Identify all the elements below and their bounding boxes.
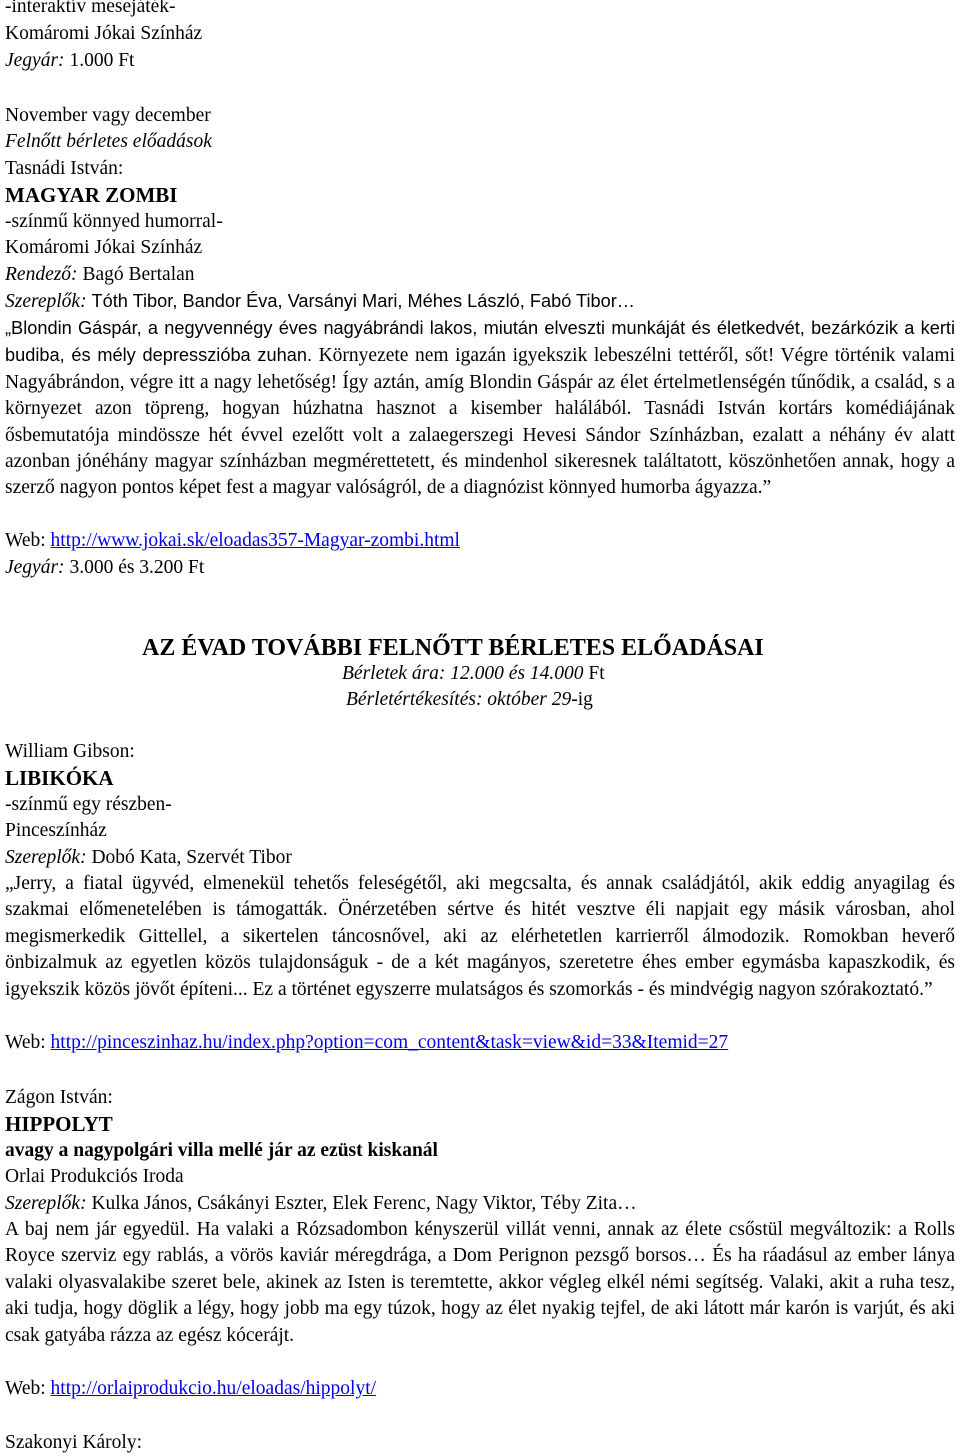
price-unit: Ft <box>583 663 605 684</box>
hippolyt-author: Zágon István: <box>5 1087 113 1108</box>
hippolyt-web-link[interactable]: http://orlaiprodukcio.hu/eloadas/hippolyt/ <box>50 1378 377 1399</box>
libikoka-description: „Jerry, a fiatal ügyvéd, elmenekül tehetős feleségétől, aki megcsalta, és annak családjától, akik eddig anyagilag és szakmai előmenetelében is támogatták. Önérzetében sértve és hitét vesztve éli napjait egy másik városban, ahol megismerkedik Gittellel, a sikertelen táncosnővel, aki az elérhetetlen karrierről álmodozik. Romokban heverő önbizalmuk az egyetlen közös tulajdonságuk - de a két magányos, szeretetre éhes ember egymásba kapaszkodik, és igyekszik közös jövőt építeni... Ez a történet egyszerre mulatságos és szomorkás - és mindvégig nagyon szórakoztató.” <box>5 873 955 1000</box>
web-label: Web: <box>5 1378 46 1399</box>
web-label: Web: <box>5 1032 46 1053</box>
ticket-value: 1.000 Ft <box>69 50 135 71</box>
next-author: Szakonyi Károly: <box>5 1432 143 1453</box>
hippolyt-web <box>5 1376 376 1402</box>
zombi-desc-sans: „Blondin Gáspár, a negyvennégy éves nagyábrándi lakos, miután elveszti munkáját és életkedvét, bezárkózik a kerti budiba, és mély depresszióba zuhan. <box>5 318 955 366</box>
top-genre: -interaktív mesejáték- <box>5 0 176 17</box>
zombi-title: MAGYAR ZOMBI <box>5 183 178 207</box>
zombi-ticket <box>5 555 204 581</box>
libikoka-genre: -színmű egy részben- <box>5 794 172 815</box>
zombi-web-link[interactable]: http://www.jokai.sk/eloadas357-Magyar-zombi.html <box>50 530 460 551</box>
cast-names: Dobó Kata, Szervét Tibor <box>91 847 292 868</box>
libikoka-web-link[interactable]: http://pinceszinhaz.hu/index.php?option=com_content&task=view&id=33&Itemid=27 <box>50 1032 729 1053</box>
cast-label: Szereplők: <box>5 847 87 868</box>
hippolyt-description: A baj nem jár egyedül. Ha valaki a Rózsadombon kényszerül villát venni, annak az élete csőstül megváltozik: a Rolls Royce szerviz egy rablás, a vörös kaviár méregdrága, a Dom Perignon pezsgő borsos… És ha ráadásul az ember lánya valaki olyasvalakibe szeret bele, akinek az Isten is teremtette, akkor végleg elkél némi segítség. Valaki, akit a ruha tesz, aki tudja, hogy döglik a légy, hogy jobb ma egy túzok, hogy az élet nyakig tejfel, de aki látott már karón is varjút, és aki csak gatyába rázza az egész kócerájt. <box>5 1219 955 1346</box>
zombi-director <box>5 262 195 288</box>
cast-label: Szereplők: <box>5 1193 87 1214</box>
price-label: Bérletek ára: 12.000 és 14.000 <box>342 663 584 684</box>
sale-label: Bérletértékesítés: október 29 <box>346 689 572 710</box>
zombi-author: Tasnádi István: <box>5 158 124 179</box>
cast-label: Szereplők: <box>5 291 87 312</box>
director-name: Bagó Bertalan <box>82 264 195 285</box>
cast-names: Tóth Tibor, Bandor Éva, Varsányi Mari, Méhes László, Fabó Tibor… <box>91 291 635 311</box>
zombi-description <box>5 315 955 502</box>
ticket-value: 3.000 és 3.200 Ft <box>69 557 205 578</box>
top-ticket <box>5 48 134 74</box>
hippolyt-title: HIPPOLYT <box>5 1112 113 1136</box>
section-sale <box>346 687 593 713</box>
web-label: Web: <box>5 530 46 551</box>
hippolyt-subtitle: avagy a nagypolgári villa mellé jár az ezüst kiskanál <box>5 1140 438 1161</box>
section-price <box>342 661 605 687</box>
section-title: AZ ÉVAD TOVÁBBI FELNŐTT BÉRLETES ELŐADÁSAI <box>142 635 764 661</box>
cast-names: Kulka János, Csákányi Eszter, Elek Ferenc, Nagy Viktor, Téby Zita… <box>91 1193 637 1214</box>
libikoka-web <box>5 1030 728 1056</box>
hippolyt-venue: Orlai Produkciós Iroda <box>5 1166 184 1187</box>
zombi-desc-serif: Környezete nem igazán igyekszik lebeszélni tettéről, sőt! Végre történik valami Nagyábrándon, végre itt a nagy lehetőség! Így aztán, amíg Blondin Gáspár az élet értelmetlenségén tűnődik, a család, s a környezet azon töpreng, hogyan húzhatna hasznot a kisember halálából. Tasnádi István kortárs komédiájának ősbemutatója mindössze hét évvel ezelőtt volt a zalaegerszegi Hevesi Sándor Színházban, ezalatt a néhány év alatt azonban jónéhány magyar színházban megmérettetett, és mindenhol sikeresnek találtatott, köszönhetően annak, hogy a szerző nagyon pontos képet fest a magyar valóságról, de a diagnózist könnyed humorba ágyazza.” <box>5 345 955 499</box>
director-label: Rendező: <box>5 264 78 285</box>
libikoka-title: LIBIKÓKA <box>5 766 114 790</box>
libikoka-cast <box>5 845 292 871</box>
zombi-genre: -színmű könnyed humorral- <box>5 211 223 232</box>
zombi-category: Felnőtt bérletes előadások <box>5 131 212 152</box>
libikoka-venue: Pinceszínház <box>5 820 107 841</box>
zombi-cast <box>5 288 635 315</box>
zombi-web <box>5 528 460 554</box>
zombi-venue: Komáromi Jókai Színház <box>5 237 203 258</box>
top-venue: Komáromi Jókai Színház <box>5 23 203 44</box>
ticket-label: Jegyár: <box>5 557 65 578</box>
libikoka-author: William Gibson: <box>5 741 135 762</box>
hippolyt-cast <box>5 1191 637 1217</box>
zombi-date: November vagy december <box>5 105 211 126</box>
ticket-label: Jegyár: <box>5 50 65 71</box>
sale-suffix: -ig <box>571 689 593 710</box>
